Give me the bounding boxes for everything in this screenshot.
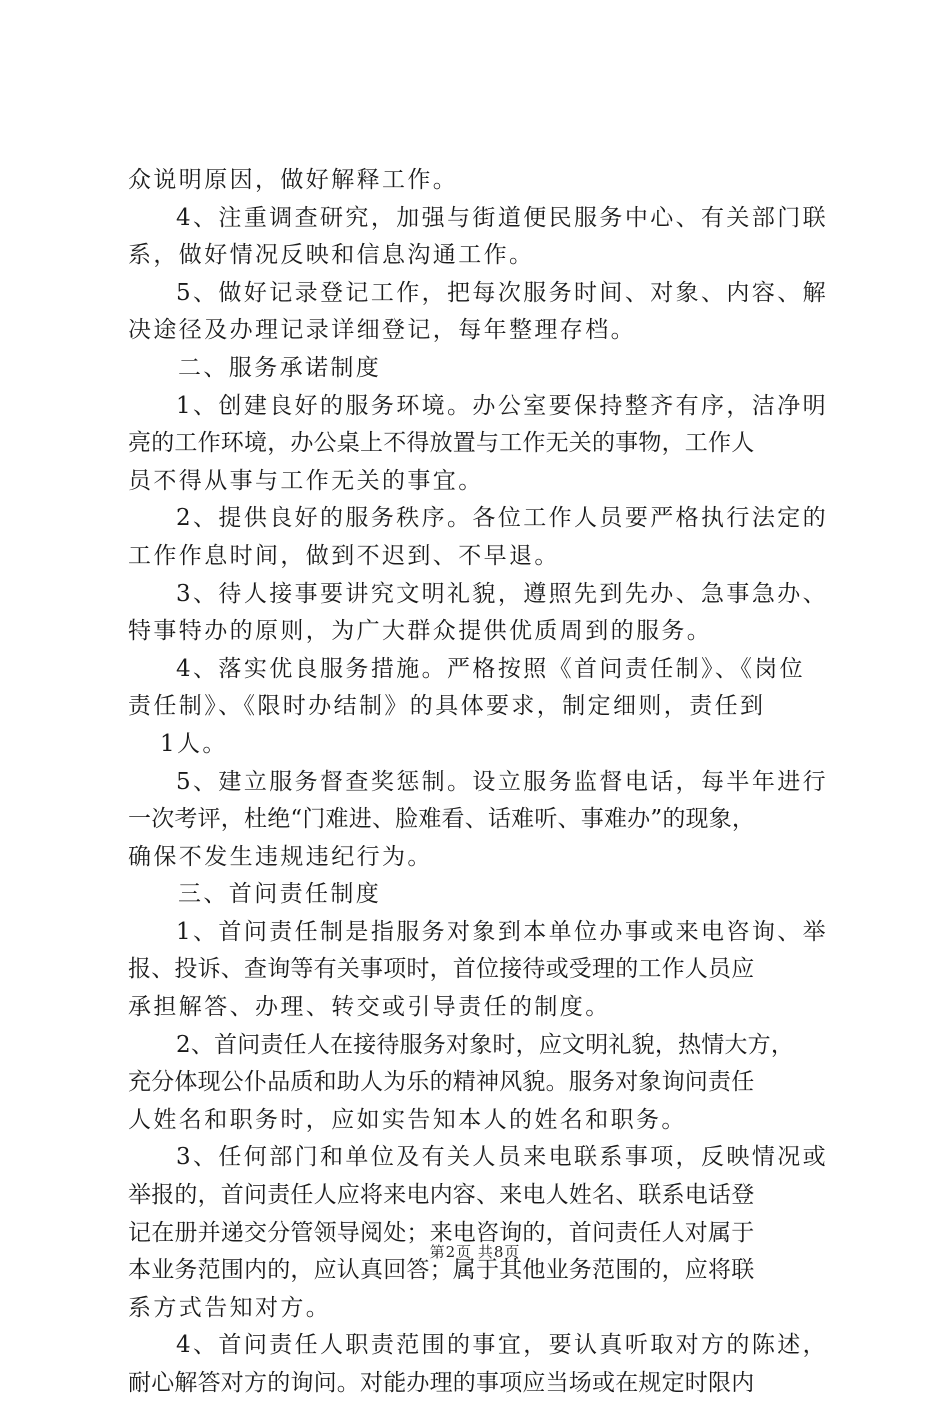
text-line: 4、首问责任人职责范围的事宜，要认真听取对方的陈述， xyxy=(176,1332,829,1359)
text-line: 承担解答、办理、转交或引导责任的制度。 xyxy=(128,994,611,1021)
text-line: 特事特办的原则，为广大群众提供优质周到的服务。 xyxy=(128,618,713,645)
text-line: 责任制》、《限时办结制》的具体要求，制定细则，责任到 xyxy=(128,693,766,720)
text-line: 2、首问责任人在接待服务对象时，应文明礼貌，热情大方， xyxy=(176,1031,795,1058)
text-line: 确保不发生违规违纪行为。 xyxy=(128,843,433,870)
text-line: 员不得从事与工作无关的事宜。 xyxy=(128,467,484,494)
text-line: 1、创建良好的服务环境。办公室要保持整齐有序，洁净明 xyxy=(176,392,829,419)
text-line: 4、注重调查研究，加强与街道便民服务中心、有关部门联 xyxy=(176,204,829,231)
text-line: 举报的，首问责任人应将来电内容、来电人姓名、联系电话登 xyxy=(128,1182,755,1209)
text-line: 工作作息时间，做到不迟到、不早退。 xyxy=(128,542,560,569)
page-footer: 第2页 共8页 xyxy=(429,1243,521,1261)
text-line: 一次考评，杜绝“门难进、脸难看、话难听、事难办”的现象， xyxy=(128,806,756,833)
text-line: 1人。 xyxy=(160,730,228,757)
document-body xyxy=(128,162,848,1403)
text-line: 本业务范围内的，应认真回答；属于其他业务范围的，应将联 xyxy=(128,1257,755,1284)
text-line: 众说明原因，做好解释工作。 xyxy=(128,167,459,193)
text-line: 1、首问责任制是指服务对象到本单位办事或来电咨询、举 xyxy=(176,918,829,945)
section-heading: 三、首问责任制度 xyxy=(178,881,382,908)
text-line: 人姓名和职务时，应如实告知本人的姓名和职务。 xyxy=(128,1106,687,1133)
text-line: 4、落实优良服务措施。严格按照《首问责任制》、《岗位 xyxy=(176,655,806,682)
text-line: 2、提供良好的服务秩序。各位工作人员要严格执行法定的 xyxy=(176,505,829,532)
text-line: 5、建立服务督查奖惩制。设立服务监督电话，每半年进行 xyxy=(176,768,829,795)
text-line: 充分体现公仆品质和助人为乐的精神风貌。服务对象询问责任 xyxy=(128,1069,755,1096)
text-line: 3、任何部门和单位及有关人员来电联系事项，反映情况或 xyxy=(176,1144,829,1171)
text-line: 报、投诉、查询等有关事项时，首位接待或受理的工作人员应 xyxy=(128,956,755,983)
text-line: 系，做好情况反映和信息沟通工作。 xyxy=(128,242,535,269)
text-line: 决途径及办理记录详细登记，每年整理存档。 xyxy=(128,317,636,344)
text-line: 亮的工作环境，办公桌上不得放置与工作无关的事物，工作人 xyxy=(128,430,755,457)
text-line: 3、待人接事要讲究文明礼貌，遵照先到先办、急事急办、 xyxy=(176,580,829,607)
section-heading: 二、服务承诺制度 xyxy=(178,354,382,381)
text-line: 记在册并递交分管领导阅处；来电咨询的，首问责任人对属于 xyxy=(128,1219,755,1246)
text-line: 系方式告知对方。 xyxy=(128,1294,332,1321)
text-line: 5、做好记录登记工作，把每次服务时间、对象、内容、解 xyxy=(176,279,829,306)
text-line: 耐心解答对方的询问。对能办理的事项应当场或在规定时限内 xyxy=(128,1370,755,1396)
